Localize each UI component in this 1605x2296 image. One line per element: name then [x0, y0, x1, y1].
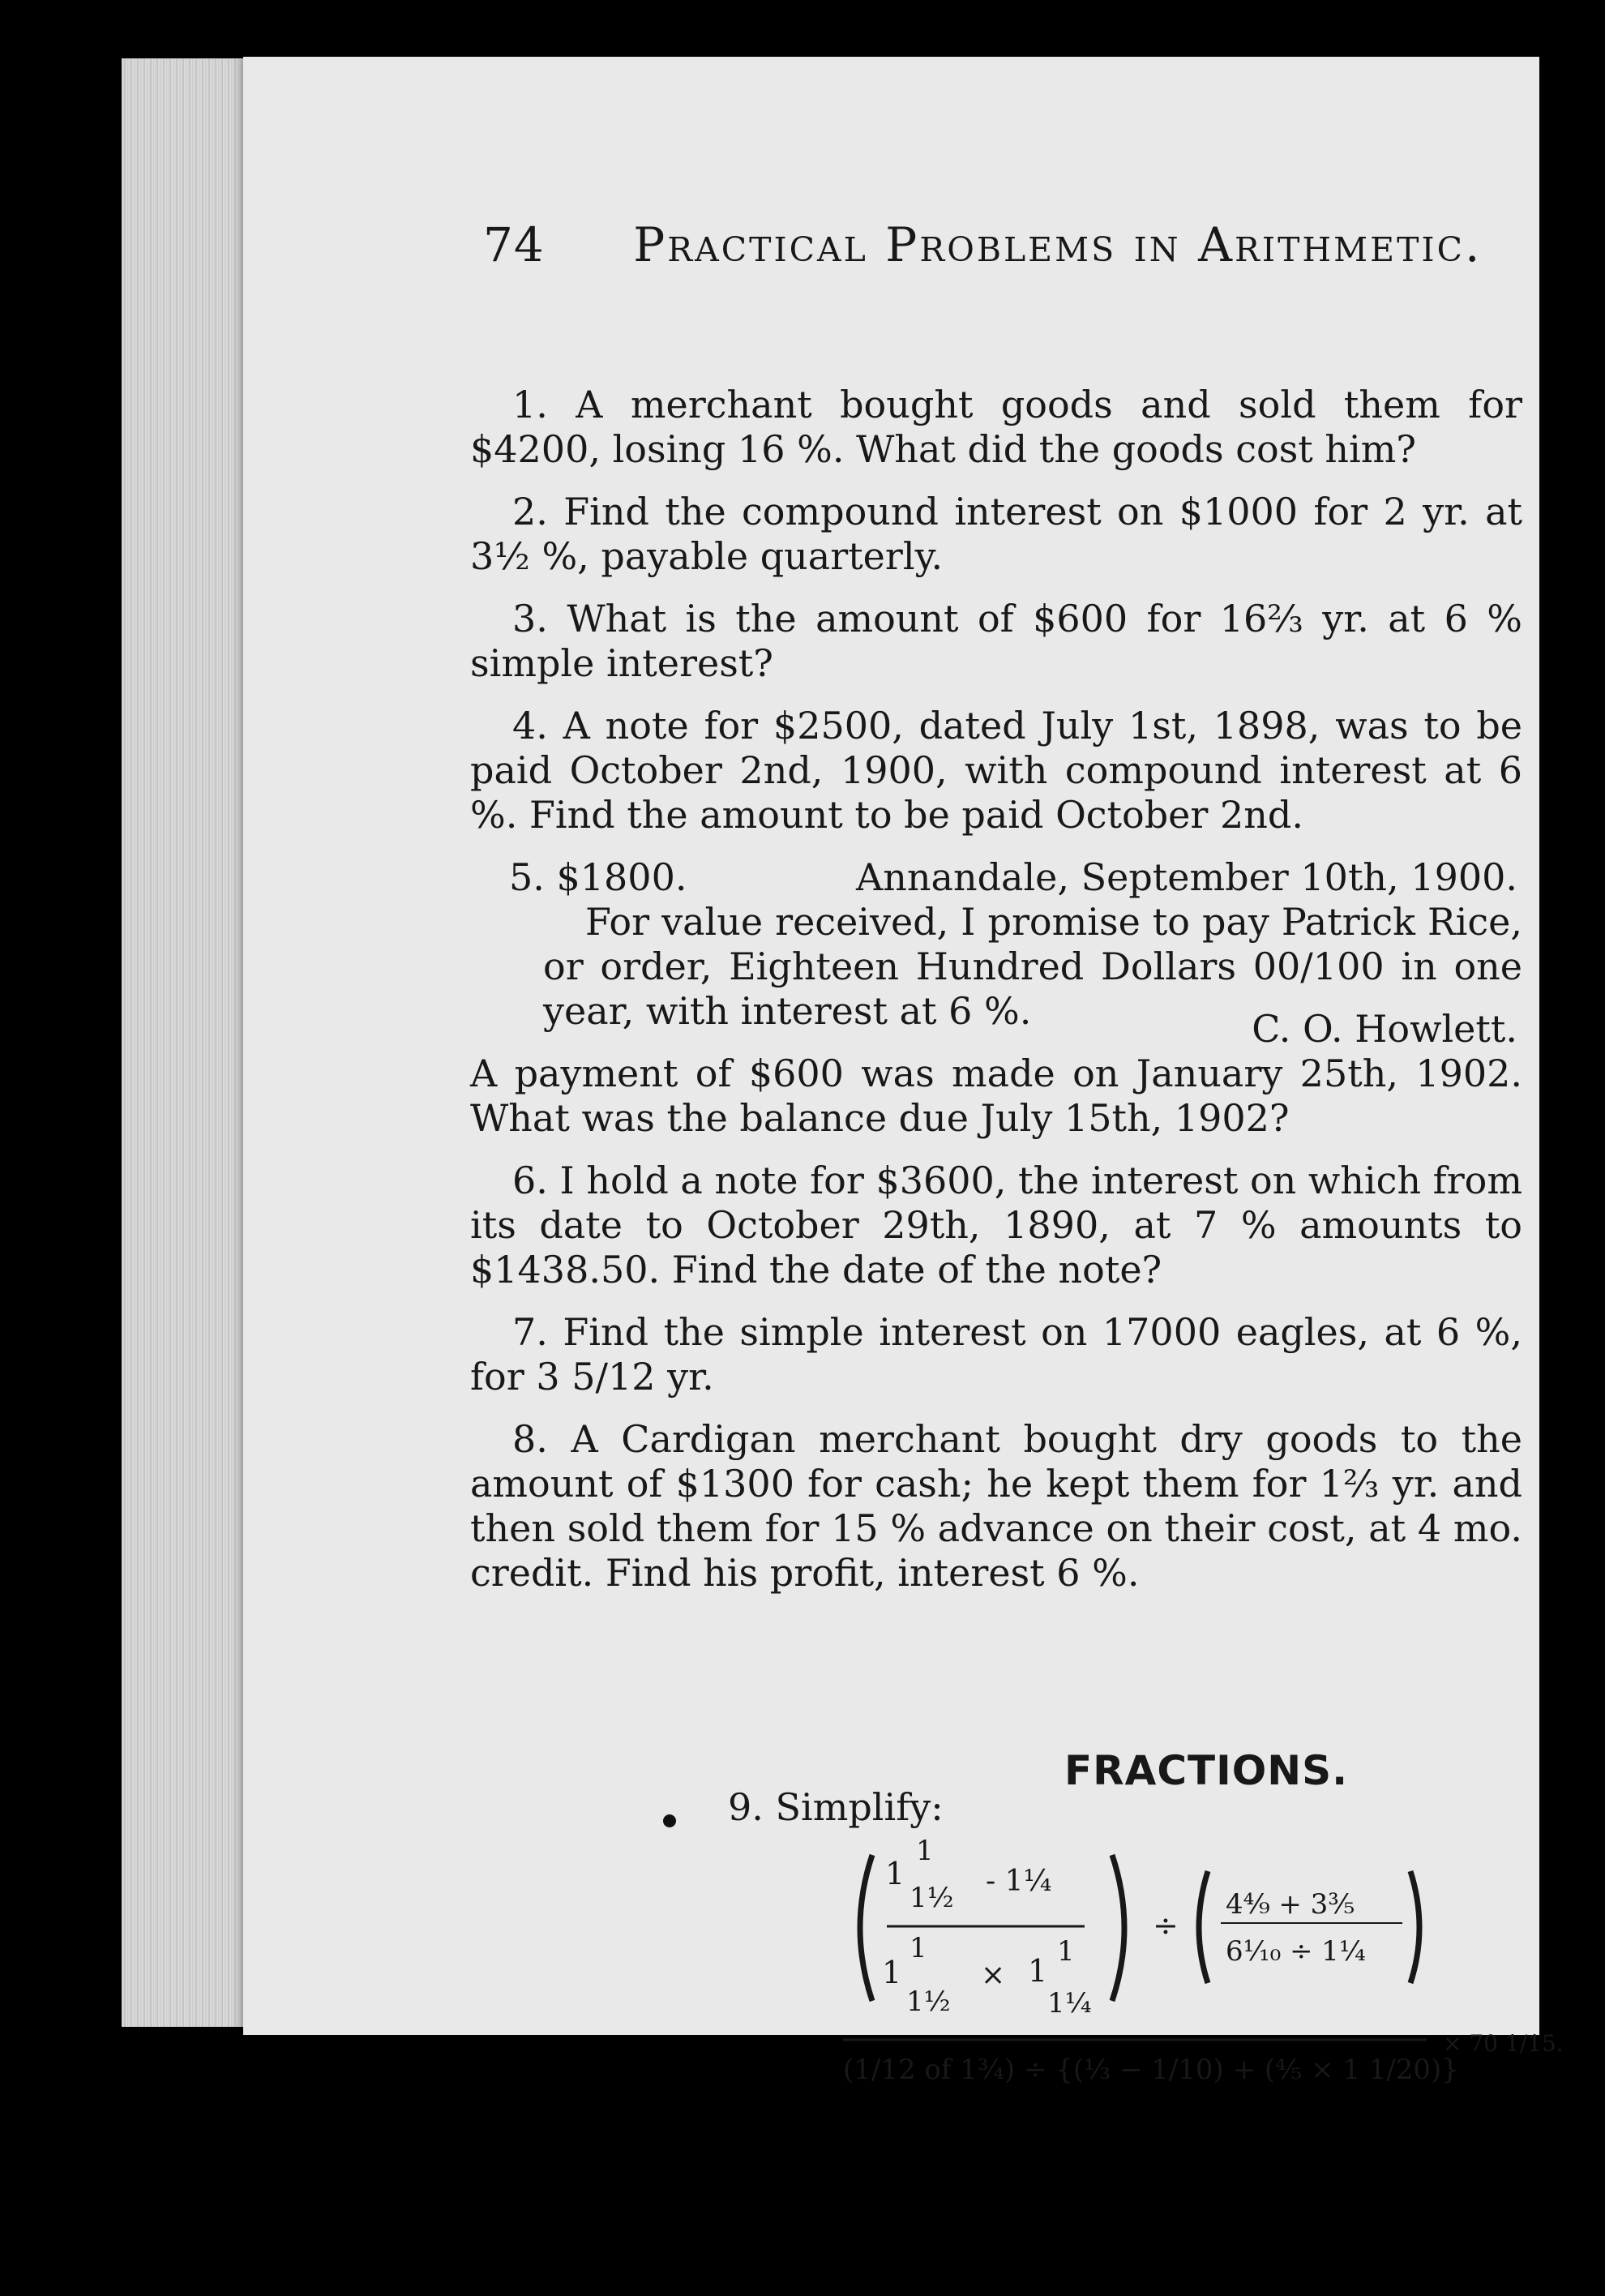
- book-page: [243, 57, 1564, 2086]
- simplify-formula: [843, 1835, 1605, 2114]
- right-paren-open: [1199, 1871, 1208, 1983]
- left-minus-term: - 1¼: [986, 1865, 1052, 1898]
- problem-3: 3. What is the amount of $600 for 16⅔ yr. at 6 % simple interest?: [470, 597, 1522, 685]
- left-den: 1½: [909, 1882, 954, 1914]
- note-body: For value received, I promise to pay Patrick Rice, or order, Eighteen Hundred Dollars 00/100 in one year, with interest at 6 %.: [543, 900, 1522, 1033]
- formula-denominator: (1/12 of 1¾) ÷ {(⅓ − 1/10) + (⅘ × 1 1/20)}: [843, 2054, 1459, 2086]
- note-heading: [470, 855, 1522, 900]
- page-number: 74: [483, 217, 545, 272]
- promissory-note: [470, 855, 1522, 1052]
- left-paren-open: [860, 1855, 872, 2001]
- times-symbol: ×: [981, 1959, 1006, 1992]
- right-b-num: 1: [1057, 1935, 1075, 1968]
- problem-1: 1. A merchant bought goods and sold them for $4200, losing 16 %. What did the goods cost him?: [470, 383, 1522, 471]
- left-paren-close: [1112, 1855, 1124, 2001]
- page-title: Practical Problems in Arithmetic.: [633, 217, 1483, 272]
- running-header: [483, 217, 1482, 272]
- left-int: 1: [885, 1856, 905, 1891]
- right-paren-close: [1410, 1871, 1419, 1983]
- formula-tail: × 70 1/15.: [1443, 2030, 1564, 2057]
- note-signature: C. O. Howlett.: [1252, 1007, 1517, 1051]
- problem-4: 4. A note for $2500, dated July 1st, 1898, was to be paid October 2nd, 1900, with compound interest at 6 %. Find the amount to be paid October 2nd.: [470, 704, 1522, 837]
- problem-7: 7. Find the simple interest on 17000 eagles, at 6 %, for 3 5/12 yr.: [470, 1310, 1522, 1399]
- right-b-den: 1¼: [1047, 1987, 1092, 2020]
- left-b-num: 1: [909, 1932, 927, 1964]
- left-b-int: 1: [882, 1955, 902, 1990]
- problem-5-question: A payment of $600 was made on January 25th, 1902. What was the balance due July 15th, 1902?: [470, 1052, 1522, 1140]
- note-place-date: Annandale, September 10th, 1900.: [856, 855, 1517, 899]
- divide-symbol: ÷: [1153, 1908, 1179, 1943]
- problem-8: 8. A Cardigan merchant bought dry goods to the amount of $1300 for cash; he kept them for 1⅔ yr. and then sold them for 15 % advance on their cost, at 4 mo. credit. Find his profit, interest 6 %.: [470, 1417, 1522, 1595]
- left-b-den: 1½: [906, 1985, 951, 2018]
- section-heading-fractions: FRACTIONS.: [1064, 1747, 1349, 1794]
- problem-6: 6. I hold a note for $3600, the interest on which from its date to October 29th, 1890, at 7 % amounts to $1438.50. Find the date of the note?: [470, 1159, 1522, 1292]
- problem-2: 2. Find the compound interest on $1000 for 2 yr. at 3½ %, payable quarterly.: [470, 490, 1522, 578]
- right-denominator: 6¹⁄₁₀ ÷ 1¼: [1226, 1935, 1366, 1968]
- right-numerator: 4⁴⁄₉ + 3³⁄₅: [1226, 1888, 1355, 1921]
- problem-list: [470, 383, 1522, 1613]
- left-top-one: 1: [916, 1835, 934, 1867]
- problem-9-label: 9. Simplify:: [728, 1785, 944, 1829]
- bullet-mark: [663, 1814, 676, 1827]
- note-amount: 5. $1800.: [509, 855, 687, 899]
- right-b-int: 1: [1028, 1953, 1048, 1989]
